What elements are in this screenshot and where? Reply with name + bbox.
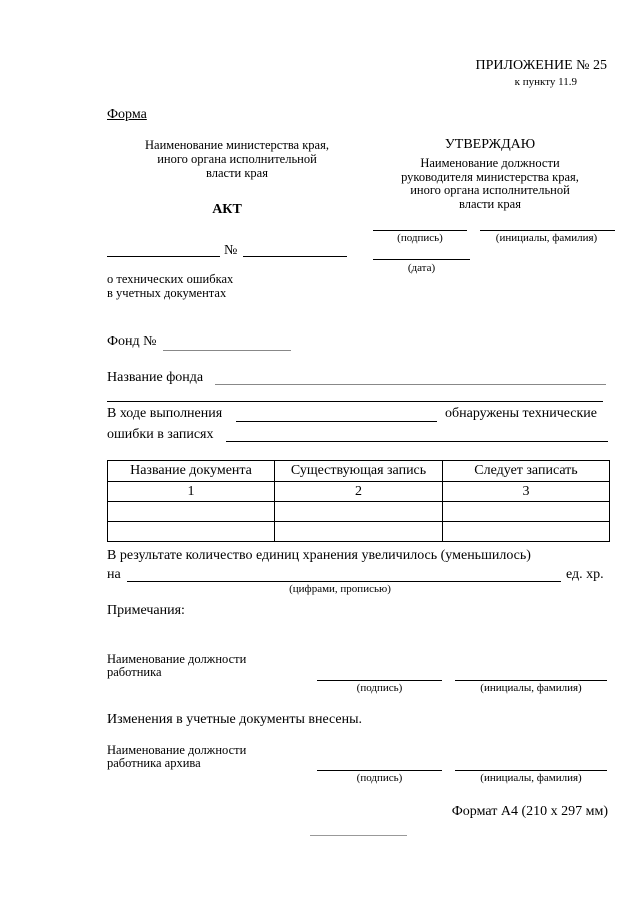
storage-units-label: ед. хр.	[566, 567, 604, 582]
approver-signature-caption: (подпись)	[397, 232, 443, 244]
approval-date-line[interactable]	[373, 259, 470, 260]
table-row[interactable]	[108, 522, 610, 542]
table-cell[interactable]	[108, 522, 275, 542]
result-on-label: на	[107, 567, 121, 582]
number-sign: №	[224, 243, 238, 258]
table-row[interactable]	[108, 502, 610, 522]
changes-made-text: Изменения в учетные документы внесены.	[107, 712, 363, 727]
archive-worker-position	[107, 744, 246, 770]
subject-line-1: о технических ошибках	[107, 272, 234, 286]
table-cell[interactable]	[275, 522, 443, 542]
appendix-number: ПРИЛОЖЕНИЕ № 25	[475, 58, 607, 73]
fund-number-field[interactable]	[163, 350, 291, 351]
notes-label: Примечания:	[107, 603, 185, 618]
approver-line-1: Наименование должности	[420, 156, 560, 170]
archive-worker-line-1: Наименование должности	[107, 743, 247, 757]
act-subject	[107, 272, 233, 300]
quantity-field[interactable]	[127, 581, 561, 582]
table-cell[interactable]	[275, 502, 443, 522]
errors-in-records-label: ошибки в записях	[107, 427, 214, 442]
approver-line-3: иного органа исполнительной	[410, 183, 570, 197]
table-cell[interactable]	[108, 502, 275, 522]
archive-worker-signature-line[interactable]	[317, 770, 442, 771]
worker-signature-line[interactable]	[317, 680, 442, 681]
result-text: В результате количество единиц хранения увеличилось (уменьшилось)	[107, 548, 531, 563]
worker-signature-caption: (подпись)	[356, 682, 403, 694]
table-cell[interactable]	[443, 502, 610, 522]
act-date-line[interactable]	[107, 256, 220, 257]
approver-line-2: руководителя министерства края,	[401, 169, 579, 184]
table-row	[108, 482, 610, 502]
worker-name-caption: (инициалы, фамилия)	[480, 682, 582, 694]
records-field[interactable]	[226, 441, 608, 442]
worker-position-line-1: Наименование должности	[107, 652, 247, 666]
fund-name-field[interactable]	[215, 384, 606, 385]
approval-date-caption: (дата)	[407, 262, 436, 274]
during-label: В ходе выполнения	[107, 406, 223, 421]
header-document-name: Название документа	[108, 461, 275, 482]
worker-name-line[interactable]	[455, 680, 607, 681]
fund-number-label: Фонд №	[107, 334, 157, 349]
approve-heading: УТВЕРЖДАЮ	[444, 137, 536, 152]
archive-worker-signature-caption: (подпись)	[356, 772, 403, 784]
archive-worker-name-caption: (инициалы, фамилия)	[480, 772, 582, 784]
worker-position-line-2: работника	[107, 665, 162, 679]
archive-worker-name-line[interactable]	[455, 770, 607, 771]
form-label: Форма	[107, 107, 147, 122]
found-errors-label: обнаружены технические	[445, 406, 598, 421]
table-header-row	[108, 461, 610, 482]
approver-name-line[interactable]	[480, 230, 615, 231]
org-line-3: власти края	[206, 166, 268, 180]
column-number-3: 3	[443, 482, 610, 502]
table-cell[interactable]	[443, 522, 610, 542]
column-number-1: 1	[108, 482, 275, 502]
fund-name-field-continued[interactable]	[107, 401, 603, 402]
act-number-line[interactable]	[243, 256, 347, 257]
org-line-2: иного органа исполнительной	[157, 152, 317, 166]
act-title: АКТ	[212, 202, 242, 217]
org-line-1: Наименование министерства края,	[145, 138, 329, 152]
column-number-2: 2	[275, 482, 443, 502]
errors-table	[107, 460, 610, 542]
approver-signature-line[interactable]	[373, 230, 467, 231]
header-existing-record: Существующая запись	[275, 461, 443, 482]
fund-name-label: Название фонда	[107, 370, 204, 385]
archive-worker-line-2: работника архива	[107, 756, 201, 770]
work-type-field[interactable]	[236, 421, 437, 422]
worker-position	[107, 653, 246, 679]
approver-position	[360, 157, 620, 211]
organization-name	[107, 138, 367, 180]
footer-divider	[310, 835, 407, 836]
appendix-reference: к пункту 11.9	[514, 76, 577, 88]
subject-line-2: в учетных документах	[107, 286, 227, 300]
header-correct-record: Следует записать	[443, 461, 610, 482]
page-format: Формат А4 (210 х 297 мм)	[451, 804, 608, 819]
quantity-caption: (цифрами, прописью)	[289, 583, 391, 595]
approver-name-caption: (инициалы, фамилия)	[495, 232, 598, 244]
approver-line-4: власти края	[459, 196, 521, 211]
